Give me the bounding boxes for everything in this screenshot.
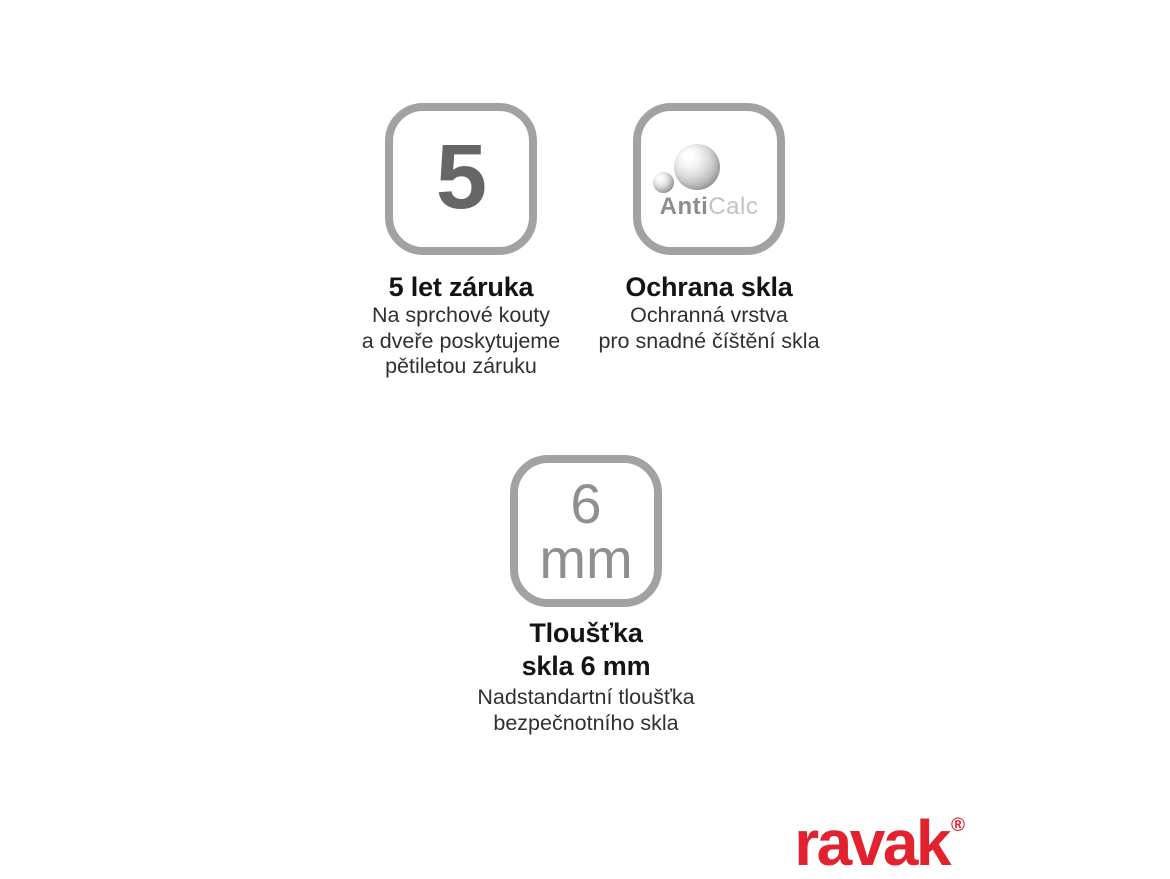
anticalc-wordmark-anti: Anti xyxy=(659,193,709,220)
anticalc-wordmark-calc: Calc xyxy=(708,193,759,220)
glass-thickness-description-line: bezpečnotního skla xyxy=(493,710,679,735)
glass-thickness-icon xyxy=(510,455,662,607)
glass-thickness-title-line: Tloušťka xyxy=(529,618,643,648)
warranty-description-line: a dveře poskytujeme xyxy=(361,328,561,353)
anticalc-bubbles-icon xyxy=(633,103,785,255)
glass-thickness-title xyxy=(461,617,711,683)
ravak-logo xyxy=(794,794,965,879)
glass-thickness-unit: mm xyxy=(539,527,633,590)
small-bubble-icon xyxy=(653,172,674,193)
warranty-years-number: 5 xyxy=(435,125,487,228)
glass-thickness-description xyxy=(441,685,731,736)
glass-protection-description-line: Ochranná vrstva xyxy=(630,303,788,327)
glass-thickness-description-line: Nadstandartní tloušťka xyxy=(477,685,695,709)
warranty-title: 5 let záruka xyxy=(388,272,534,302)
glass-protection-description xyxy=(569,303,849,354)
big-bubble-icon xyxy=(674,144,720,190)
glass-protection-title: Ochrana skla xyxy=(625,272,793,302)
warranty-description-line: pětiletou záruku xyxy=(385,354,537,378)
anticalc-wordmark xyxy=(641,193,777,221)
ravak-logo-text: ravak xyxy=(794,807,949,879)
glass-thickness-value: 6 xyxy=(570,472,602,536)
warranty-description-line: Na sprchové kouty xyxy=(371,303,551,327)
glass-thickness-title-line: skla 6 mm xyxy=(521,651,651,681)
glass-protection-description-line: pro snadné číštění skla xyxy=(598,328,820,353)
glass-thickness-measurement xyxy=(518,463,654,599)
five-years-badge-icon xyxy=(385,103,537,255)
registered-trademark-symbol: ® xyxy=(951,815,965,836)
warranty-description xyxy=(331,303,591,380)
